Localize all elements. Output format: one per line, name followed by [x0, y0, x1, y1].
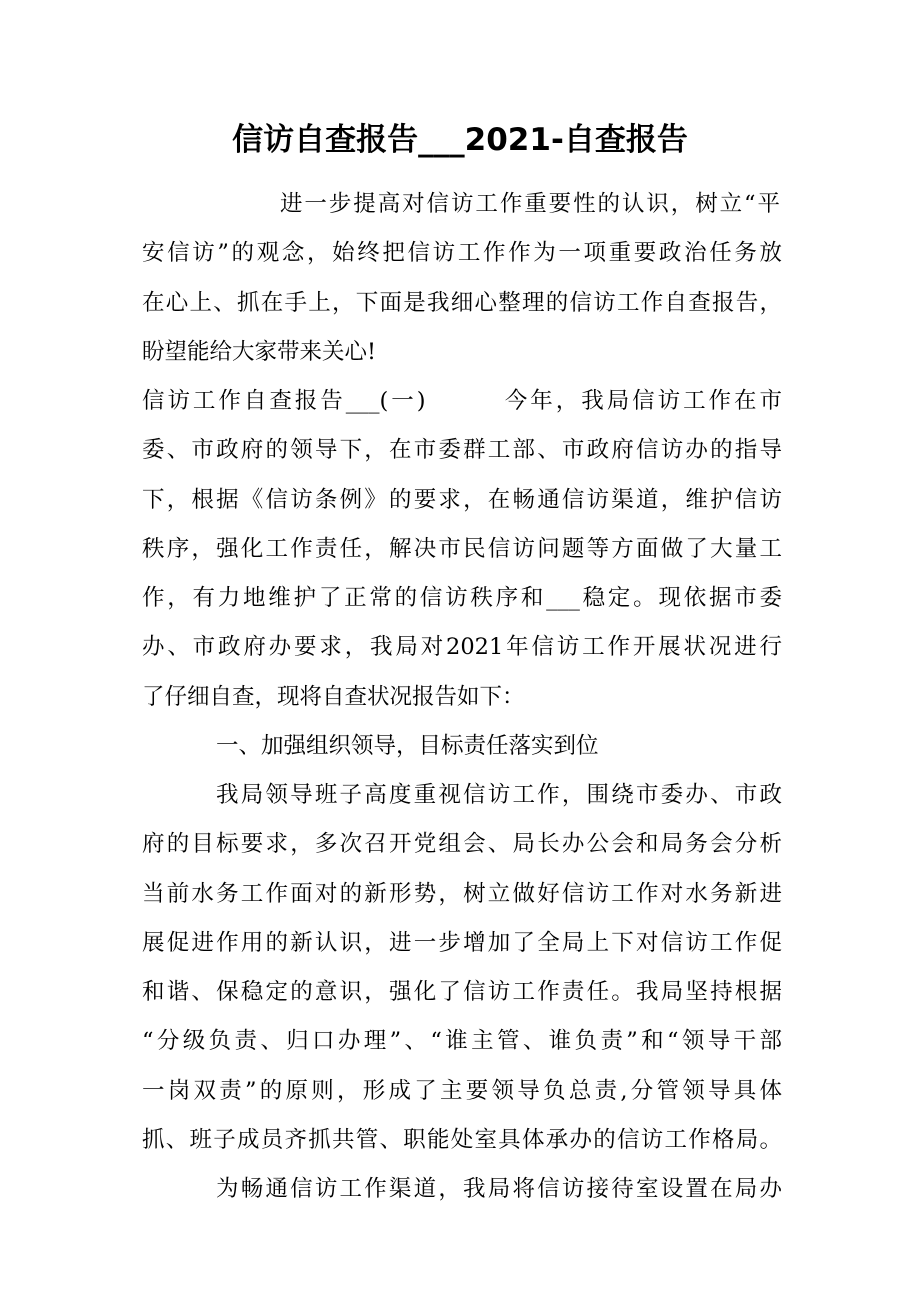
intro-line-3: 在心上、抓在手上，下面是我细心整理的信访工作自查报告， — [142, 290, 782, 316]
paragraph-line: 我局领导班子高度重视信访工作，围绕市委办、市政 — [216, 782, 782, 808]
paragraph-line: 一岗双责”的原则，形成了主要领导负总责,分管领导具体 — [142, 1078, 782, 1104]
paragraph-line: 和谐、保稳定的意识，强化了信访工作责任。我局坚持根据 — [142, 979, 782, 1005]
section-heading: 一、加强组织领导，目标责任落实到位 — [216, 733, 599, 759]
paragraph-line: 为畅通信访工作渠道，我局将信访接待室设置在局办 — [216, 1176, 782, 1202]
intro-line-4: 盼望能给大家带来关心! — [142, 339, 377, 365]
body-line: 作，有力地维护了正常的信访秩序和___稳定。现依据市委 — [142, 585, 782, 611]
body-line: 委、市政府的领导下，在市委群工部、市政府信访办的指导 — [142, 437, 782, 463]
body-line: 了仔细自查，现将自查状况报告如下： — [142, 684, 525, 710]
intro-line-2: 安信访”的观念，始终把信访工作作为一项重要政治任务放 — [142, 240, 782, 266]
paragraph-line: 当前水务工作面对的新形势，树立做好信访工作对水务新进 — [142, 881, 782, 907]
paragraph-line: 府的目标要求，多次召开党组会、局长办公会和局务会分析 — [142, 831, 782, 857]
paragraph-line: 抓、班子成员齐抓共管、职能处室具体承办的信访工作格局。 — [142, 1127, 782, 1153]
body-line: 下，根据《信访条例》的要求，在畅通信访渠道，维护信访 — [142, 487, 782, 513]
body-line: 秩序，强化工作责任，解决市民信访问题等方面做了大量工 — [142, 536, 782, 562]
report-heading-line: 信访工作自查报告___(一) 今年，我局信访工作在市 — [142, 388, 782, 414]
document-title: 信访自查报告___2021-自查报告 — [232, 122, 688, 158]
paragraph-line: “分级负责、归口办理”、“谁主管、谁负责”和“领导干部 — [142, 1028, 782, 1054]
body-line: 办、市政府办要求，我局对2021年信访工作开展状况进行 — [142, 634, 782, 660]
intro-line-1: 进一步提高对信访工作重要性的认识，树立“平 — [280, 191, 780, 217]
paragraph-line: 展促进作用的新认识，进一步增加了全局上下对信访工作促 — [142, 930, 782, 956]
